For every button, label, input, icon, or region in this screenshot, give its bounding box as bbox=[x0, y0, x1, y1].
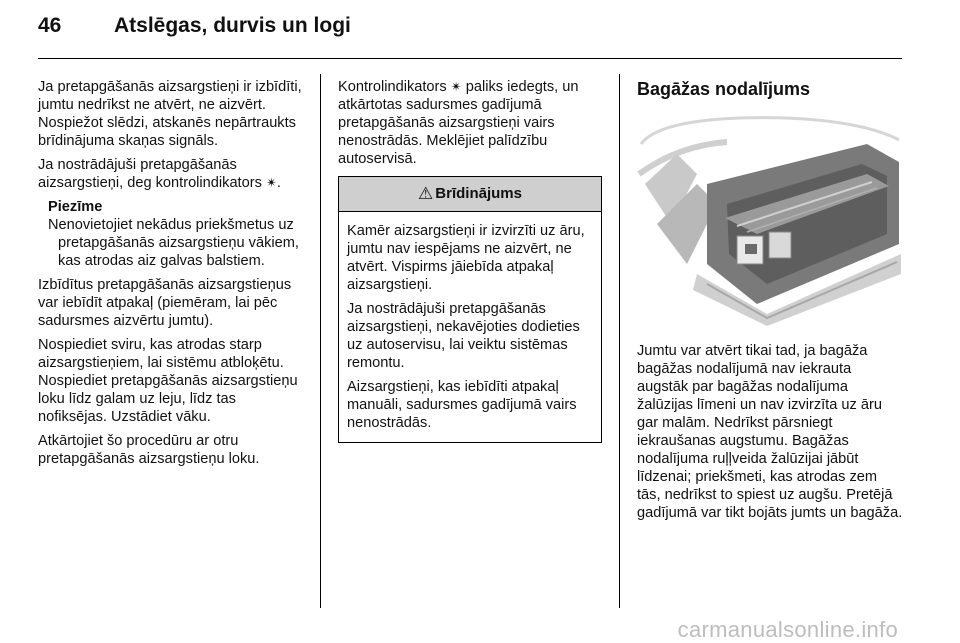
warning-header bbox=[339, 177, 601, 212]
airbag-indicator-icon: ✴ bbox=[450, 79, 462, 94]
column-1 bbox=[38, 78, 308, 474]
page-title: Atslēgas, durvis un logi bbox=[114, 14, 351, 37]
luggage-compartment-photo bbox=[637, 114, 901, 326]
column-2 bbox=[338, 78, 602, 443]
page-number: 46 bbox=[38, 14, 62, 37]
paragraph: Ja nostrādājuši pretapgāšanās aizsargstieņi, deg kontrolindikators ✴. bbox=[38, 157, 281, 191]
paragraph: Jumtu var atvērt tikai tad, ja bagāža bagāžas nodalījumā nav iekrauta augstāk par bagāžas nodalījuma žalūzijas līmeni un nav izvirzīta uz āru gar malām. Nedrīkst pārsniegt iekraušanas augstumu. Bagāžas nodalījuma ruļļveida žalūzijai jābūt līdzenai; priekšmeti, kas atrodas zem tās, nedrīkst to spiest uz augšu. Pretējā gadījumā var tikt bojāts jumts un bagāža. bbox=[637, 343, 903, 521]
column-divider bbox=[320, 74, 321, 608]
warning-paragraph: Kamēr aizsargstieņi ir izvirzīti uz āru, jumtu nav iespējams ne aizvērt, ne atvērt. Vispirms jāiebīda atpakaļ aizsargstieņi. bbox=[347, 223, 585, 293]
paragraph: Atkārtojiet šo procedūru ar otru pretapgāšanās aizsargstieņu loku. bbox=[38, 433, 260, 467]
paragraph: Izbīdītus pretapgāšanās aizsargstieņus var iebīdīt atpakaļ (piemēram, lai pēc sadursmes aizvērtu jumtu). bbox=[38, 277, 292, 329]
warning-title: Brīdinājums bbox=[435, 185, 522, 202]
section-title: Bagāžas nodalījums bbox=[637, 79, 811, 99]
header-rule bbox=[38, 58, 902, 59]
paragraph: Ja pretapgāšanās aizsargstieņi ir izbīdīti, jumtu nedrīkst ne atvērt, ne aizvērt. Nospiežot slēdzi, atskanēs nepārtraukts brīdinājuma skaņas signāls. bbox=[38, 79, 302, 149]
paragraph: Kontrolindikators ✴ paliks iedegts, un atkārtotas sadursmes gadījumā pretapgāšanās aizsargstieņi vairs nenostrādās. Meklējiet palīdzību autoservisā. bbox=[338, 79, 579, 167]
warning-body bbox=[339, 212, 601, 442]
warning-paragraph: Ja nostrādājuši pretapgāšanās aizsargstieņi, nekavējoties dodieties uz autoservisu, lai veiktu sistēmas remontu. bbox=[347, 301, 580, 371]
paragraph: Nospiediet sviru, kas atrodas starp aizsargstieņiem, lai sistēmu atbloķētu. Nospiediet pretapgāšanās aizsargstieņu loku līdz galam uz leju, līdz tas nofiksējas. Uzstādiet vāku. bbox=[38, 337, 298, 425]
warning-box bbox=[338, 176, 602, 443]
note-label: Piezīme bbox=[48, 199, 103, 215]
airbag-indicator-icon: ✴ bbox=[265, 175, 277, 190]
warning-paragraph: Aizsargstieņi, kas iebīdīti atpakaļ manuāli, sadursmes gadījumā vairs nenostrādās. bbox=[347, 379, 577, 431]
note-block bbox=[48, 198, 308, 270]
warning-triangle-icon: ⚠ bbox=[418, 184, 434, 203]
column-3 bbox=[637, 78, 903, 528]
watermark: carmanualsonline.info bbox=[677, 617, 898, 642]
column-divider bbox=[619, 74, 620, 608]
note-text: Nenovietojiet nekādus priekšmetus uz pretapgāšanās aizsargstieņu vākiem, kas atrodas aiz galvas balstiem. bbox=[48, 217, 299, 269]
